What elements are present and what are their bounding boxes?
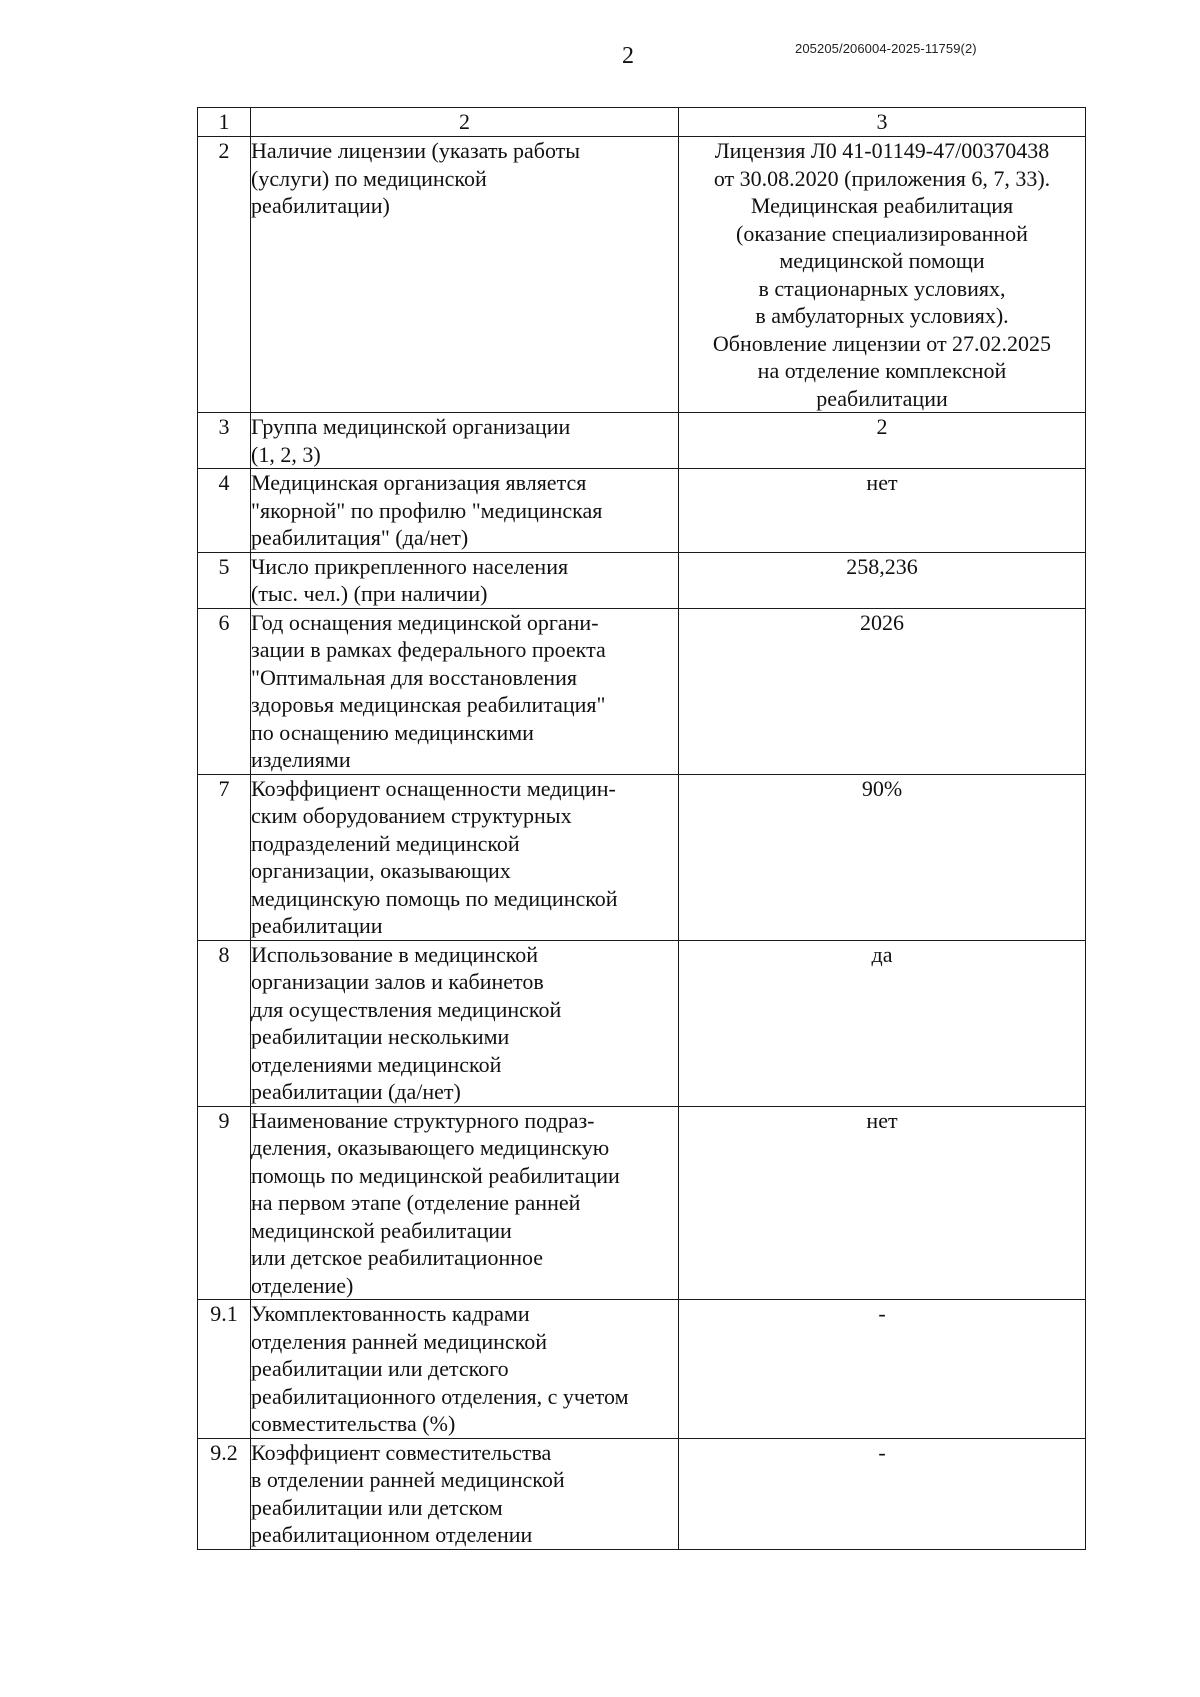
table-header-row — [198, 108, 1086, 137]
row-value: 90% — [679, 774, 1086, 940]
row-number: 4 — [198, 469, 251, 553]
table-row — [198, 1106, 1086, 1300]
row-value: нет — [679, 1106, 1086, 1300]
row-description: Использование в медицинской организации залов и кабинетов для осуществления медицинской реабилитации несколькими отделениями медицинской реабилитации (да/нет) — [251, 940, 679, 1106]
row-number: 9 — [198, 1106, 251, 1300]
page-number: 2 — [622, 43, 634, 69]
row-value: - — [679, 1438, 1086, 1549]
row-number: 2 — [198, 137, 251, 413]
table-row — [198, 1438, 1086, 1549]
table-row — [198, 1300, 1086, 1439]
table-row — [198, 137, 1086, 413]
row-number: 5 — [198, 552, 251, 608]
row-number: 7 — [198, 774, 251, 940]
row-description: Год оснащения медицинской органи- зации в рамках федерального проекта "Оптимальная для восстановления здоровья медицинская реабилитация" по оснащению медицинскими изделиями — [251, 608, 679, 774]
table-row — [198, 774, 1086, 940]
row-value: да — [679, 940, 1086, 1106]
row-value: 2026 — [679, 608, 1086, 774]
row-description: Группа медицинской организации (1, 2, 3) — [251, 413, 679, 469]
row-number: 9.1 — [198, 1300, 251, 1439]
data-table — [197, 107, 1086, 1550]
column-header-3: 3 — [679, 108, 1086, 137]
row-number: 8 — [198, 940, 251, 1106]
row-number: 6 — [198, 608, 251, 774]
row-description: Укомплектованность кадрами отделения ранней медицинской реабилитации или детского реабилитационного отделения, с учетом совместительства (%) — [251, 1300, 679, 1439]
row-value: 258,236 — [679, 552, 1086, 608]
row-description: Медицинская организация является "якорной" по профилю "медицинская реабилитация" (да/нет) — [251, 469, 679, 553]
row-value: Лицензия Л0 41-01149-47/00370438 от 30.08.2020 (приложения 6, 7, 33). Медицинская реабилитация (оказание специализированной медицинской помощи в стационарных условиях, в амбулаторных условиях). Обновление лицензии от 27.02.2025 на отделение комплексной реабилитации — [679, 137, 1086, 413]
row-description: Коэффициент оснащенности медицин- ским оборудованием структурных подразделений медицинской организации, оказывающих медицинскую помощь по медицинской реабилитации — [251, 774, 679, 940]
row-number: 3 — [198, 413, 251, 469]
row-description: Коэффициент совместительства в отделении ранней медицинской реабилитации или детском реабилитационном отделении — [251, 1438, 679, 1549]
column-header-2: 2 — [251, 108, 679, 137]
table-row — [198, 552, 1086, 608]
row-value: 2 — [679, 413, 1086, 469]
row-number: 9.2 — [198, 1438, 251, 1549]
row-description: Число прикрепленного населения (тыс. чел.) (при наличии) — [251, 552, 679, 608]
table-row — [198, 413, 1086, 469]
document-reference: 205205/206004-2025-11759(2) — [795, 41, 977, 56]
row-value: нет — [679, 469, 1086, 553]
row-description: Наличие лицензии (указать работы (услуги) по медицинской реабилитации) — [251, 137, 679, 413]
table-row — [198, 469, 1086, 553]
column-header-1: 1 — [198, 108, 251, 137]
table-row — [198, 940, 1086, 1106]
row-description: Наименование структурного подраз- деления, оказывающего медицинскую помощь по медицинской реабилитации на первом этапе (отделение ранней медицинской реабилитации или детское реабилитационное отделение) — [251, 1106, 679, 1300]
table-row — [198, 608, 1086, 774]
row-value: - — [679, 1300, 1086, 1439]
